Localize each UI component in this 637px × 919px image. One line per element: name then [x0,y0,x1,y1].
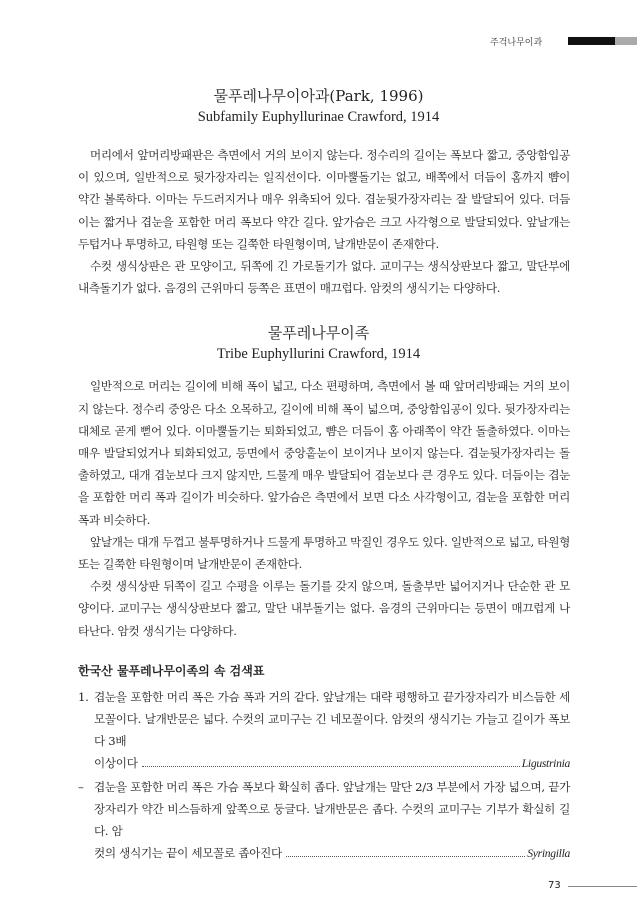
key-marker: – [78,779,84,794]
running-header: 주걱나무이과 [490,38,543,48]
section1-subtitle: Subfamily Euphyllurinae Crawford, 1914 [197,109,440,125]
paragraph: 머리에서 앞머리방패판은 측면에서 거의 보이지 않는다. 정수리의 길이는 폭보다 짧고, 중앙함입공이 있으며, 일반적으로 뒷가장자리는 일직선이다. 이마뿔돌기는 없고, 배쪽에서 더듬이 홈까지 뺨이 약간 볼록하다. 이마는 두드러지거나 매우 위축되어 있다. 겹눈뒷가장자리는 잘 발달되어 있다. 더듬이는 짧거나 겹눈을 포함한 머리 폭보다 약간 길다. 앞가슴은 크고 사각형으로 발달되었다. 앞날개는 두텁거나 투명하고, 타원형 또는 길쭉한 타원형이며, 날개반문이 존재한다. [78,148,570,251]
leader-dots [142,766,520,767]
section2-title: 물푸레나무이족 [267,324,370,343]
leader-dots [286,856,525,857]
key-text: 겹눈을 포함한 머리 폭은 가슴 폭보다 확실히 좁다. 앞날개는 말단 2/3 부분에서 가장 넓으며, 끝가장자리가 약간 비스듬하게 앞쪽으로 둥글다. 날개반문은 좁다. 수컷의 교미구는 기부가 확실히 길다. 암 [94,779,570,839]
key-text-end: 이상이다 [94,756,138,771]
section1-body [78,144,570,299]
genus-name: Ligustrinia [521,757,570,771]
genus-name: Syringilla [527,847,570,861]
paragraph: 일반적으로 머리는 길이에 비해 폭이 넓고, 다소 편평하며, 측면에서 볼 때 앞머리방패는 거의 보이지 않는다. 정수리 중앙은 다소 오목하고, 길이에 비해 폭이 넓으며, 중앙함입공이 있다. 뒷가장자리는 대체로 곧게 뻗어 있다. 이마뿔돌기는 퇴화되었고, 뺨은 더듬이 홈 아래쪽이 약간 돌출하였다. 이마는 매우 발달되었거나 퇴화되었고, 등면에서 중앙홑눈이 보이거나 보이지 않는다. 겹눈뒷가장자리는 돌출하였고, 대개 겹눈보다 크지 않지만, 드물게 매우 발달되어 겹눈보다 큰 경우도 있다. 더듬이는 겹눈을 포함한 머리 폭과 길이가 비슷하다. 앞가슴은 측면에서 보면 다소 사각형이고, 겹눈을 포함한 머리 폭과 비슷하다. [78,379,570,527]
key-item [78,686,570,776]
page-footer [0,879,637,899]
footer-rule [568,886,637,887]
page-number: 73 [548,880,561,892]
section2-subtitle: Tribe Euphyllurini Crawford, 1914 [216,346,421,363]
paragraph: 수컷 생식상판 뒤쪽이 길고 수평을 이루는 돌기를 갖지 않으며, 돌출부만 넓어지거나 단순한 관 모양이다. 교미구는 생식상판보다 짧고, 말단 내부돌기는 없다. 음경의 근위마디는 등면이 매끄럽게 나타난다. 암컷 생식기는 다양하다. [78,579,570,638]
paragraph: 앞날개는 대개 두껍고 불투명하거나 드물게 투명하고 막질인 경우도 있다. 일반적으로 넓고, 타원형 또는 길쭉한 타원형이며 날개반문이 존재한다. [78,534,570,572]
key-text: 겹눈을 포함한 머리 폭은 가슴 폭과 거의 같다. 앞날개는 대략 평행하고 끝가장자리가 비스듬한 세모꼴이다. 날개반문은 넓다. 수컷의 교미구는 긴 네모꼴이다. 암컷의 생식기는 가늘고 길이가 폭보다 3배 [94,689,570,749]
header-bar [568,37,615,45]
header-bar-gray [615,37,637,45]
key-marker: 1. [78,689,89,704]
paragraph: 수컷 생식상판은 관 모양이고, 뒤쪽에 긴 가로돌기가 없다. 교미구는 생식상판보다 짧고, 말단부에 내측돌기가 없다. 음경의 근위마디 등쪽은 표면이 매끄럽다. 암컷의 생식기는 다양하다. [78,259,570,296]
key-heading: 한국산 물푸레나무이족의 속 검색표 [78,663,265,678]
section1-title: 물푸레나무이아과(Park, 1996) [213,87,424,105]
key-item [78,776,570,866]
section2-body [78,375,570,641]
key-text-end: 컷의 생식기는 끝이 세모꼴로 좁아진다 [94,846,282,861]
